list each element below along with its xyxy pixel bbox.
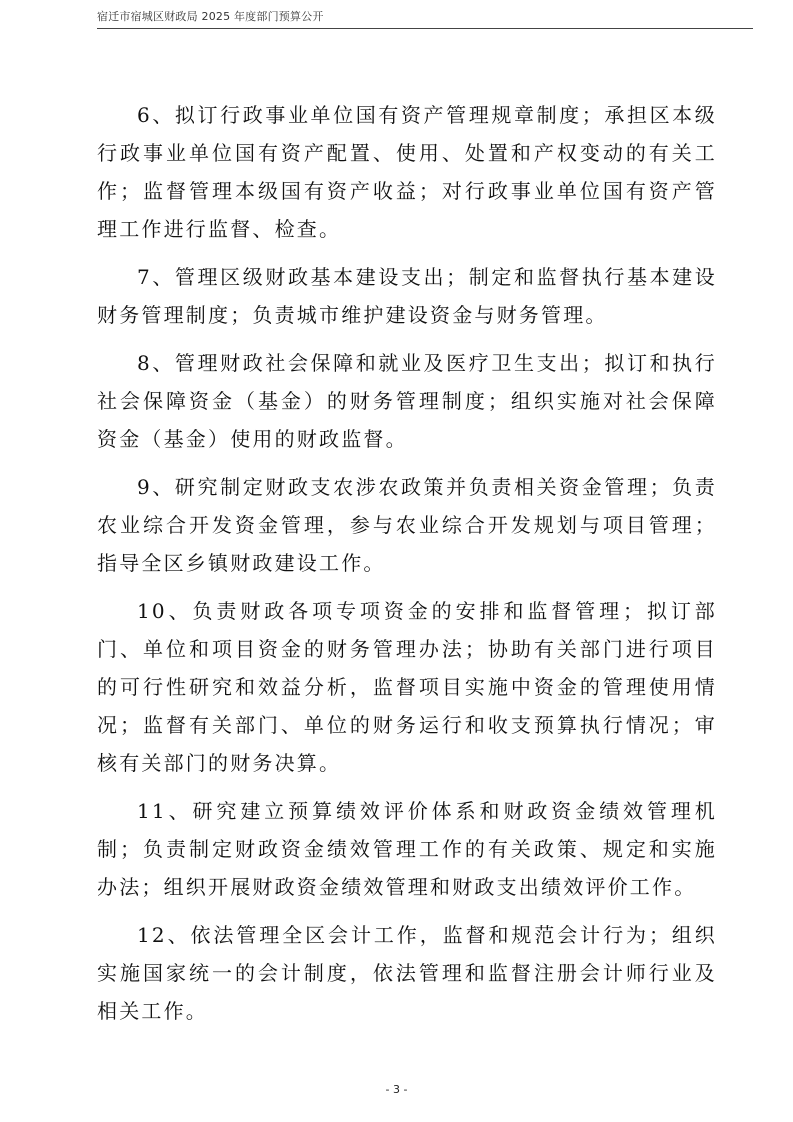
paragraph-item-10: 10、负责财政各项专项资金的安排和监督管理；拟订部门、单位和项目资金的财务管理办法；协助有关部门进行项目的可行性研究和效益分析，监督项目实施中资金的管理使用情况；监督有关部门、单位的财务运行和收支预算执行情况；审核有关部门的财务决算。 xyxy=(97,599,717,775)
document-body xyxy=(97,96,717,1040)
paragraph-item-6: 6、拟订行政事业单位国有资产管理规章制度；承担区本级行政事业单位国有资产配置、使用、处置和产权变动的有关工作；监督管理本级国有资产收益；对行政事业单位国有资产管理工作进行监督、检查。 xyxy=(97,103,717,241)
page-number: - 3 - xyxy=(385,1083,408,1096)
paragraph-item-7: 7、管理区级财政基本建设支出；制定和监督执行基本建设财务管理制度；负责城市维护建设资金与财务管理。 xyxy=(97,265,717,327)
paragraph-item-11: 11、研究建立预算绩效评价体系和财政资金绩效管理机制；负责制定财政资金绩效管理工作的有关政策、规定和实施办法；组织开展财政资金绩效管理和财政支出绩效评价工作。 xyxy=(97,799,717,899)
page-header xyxy=(97,10,753,29)
paragraph-item-8: 8、管理财政社会保障和就业及医疗卫生支出；拟订和执行社会保障资金（基金）的财务管理制度；组织实施对社会保障资金（基金）使用的财政监督。 xyxy=(97,351,717,451)
paragraph-item-9: 9、研究制定财政支农涉农政策并负责相关资金管理；负责农业综合开发资金管理，参与农业综合开发规划与项目管理；指导全区乡镇财政建设工作。 xyxy=(97,475,717,575)
header-title: 宿迁市宿城区财政局 2025 年度部门预算公开 xyxy=(97,10,324,23)
paragraph-item-12: 12、依法管理全区会计工作，监督和规范会计行为；组织实施国家统一的会计制度，依法管理和监督注册会计师行业及相关工作。 xyxy=(97,923,717,1023)
